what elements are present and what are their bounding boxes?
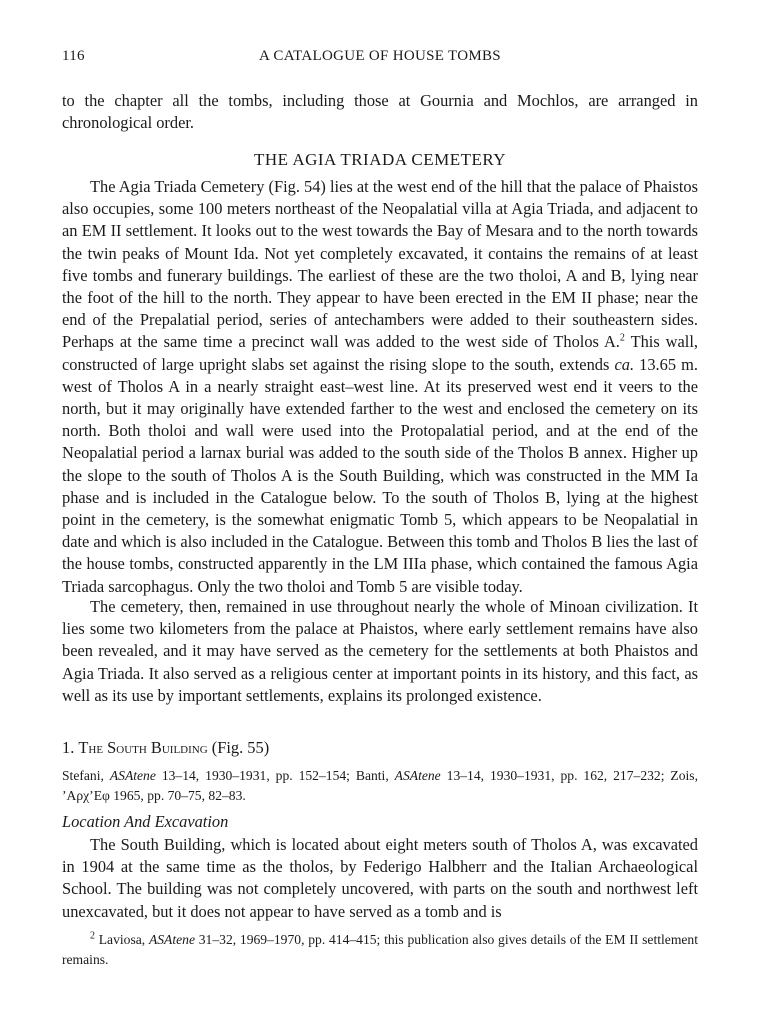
continuation-paragraph: to the chapter all the tombs, including those at Gournia and Mochlos, are arranged in chronological order. bbox=[62, 91, 698, 133]
running-title: A CATALOGUE OF HOUSE TOMBS bbox=[259, 48, 501, 64]
subsection-heading: 1. The South Building (Fig. 55) bbox=[62, 738, 270, 757]
paragraph-location: The South Building, which is located about eight meters south of Tholos A, was excavated in 1904 at the same time as the tholos, by Federigo Halbherr and the Italian Archaeological School. The building was not completely uncovered, with parts on the south and northwest left unexcavated, but it does not appear to have served as a tomb and is bbox=[62, 835, 698, 921]
location-heading: Location And Excavation bbox=[62, 812, 229, 831]
bibliography: Stefani, ASAtene 13–14, 1930–1931, pp. 152–154; Banti, ASAtene 13–14, 1930–1931, pp. 162, 217–232; Zois, ’Αρχ’Εφ 1965, pp. 70–75, 82–83. bbox=[62, 768, 698, 803]
section-title: THE AGIA TRIADA CEMETERY bbox=[253, 150, 507, 169]
footnote-reference: 2 bbox=[619, 332, 625, 344]
page-number: 116 bbox=[62, 48, 85, 64]
page-header bbox=[62, 48, 698, 70]
footnote: $^2$ Laviosa, ASAtene 31–32, 1969–1970, pp. 414–415; this publication also gives details of the EM II settlement remains. bbox=[62, 930, 699, 967]
paragraph-cemetery-use: The cemetery, then, remained in use throughout nearly the whole of Minoan civilization. It lies some two kilometers from the palace at Phaistos, where early settlement remains have also been revealed, and it may have served as the cemetery for the settlements at both Phaistos and Agia Triada. It also served as a religious center at important points in its history, and this fact, as well as its use by important settlements, explains its prolonged existence. bbox=[62, 597, 698, 705]
paragraph-cemetery-description: The Agia Triada Cemetery (Fig. 54) lies at the west end of the hill that the palace of Phaistos also occupies, some 100 meters northeast of the Neopalatial villa at Agia Triada, and adjacent to an EM II settlement. It looks out to the west towards the Bay of Mesara and to the north towards the twin peaks of Mount Ida. Not yet completely excavated, it contains the remains of at least five tombs and funerary buildings. The earliest of these are the two tholoi, A and B, lying near the foot of the hill to the north. They appear to have been erected in the EM II phase; near the end of the Prepalatial period, series of antechambers were added to their southeastern sides. Perhaps at the same time a precinct wall was added to the west side of Tholos A.$^2$ This wall, constructed of large upright slabs set against the rising slope to the south, extends ca. 13.65 m. west of Tholos A in a nearly straight east–west line. At its preserved west end it veers to the north, but it may originally have extended farther to the west and enclosed the cemetery on its north. Both tholoi and wall were used into the Protopalatial period, and at the end of the Neopalatial period a larnax burial was added to the south side of the Tholos B annex. Higher up the slope to the south of Tholos A is the South Building, which was constructed in the MM Ia phase and is included in the Catalogue below. To the south of Tholos B, lying at the highest point in the cemetery, is the somewhat enigmatic Tomb 5, which appears to be Neopalatial in date and which is also included in the Catalogue. Between this tomb and Tholos B lies the last of the house tombs, constructed apparently in the LM IIIa phase, which contained the famous Agia Triada sarcophagus. Only the two tholoi and Tomb 5 are visible today. bbox=[62, 177, 699, 596]
